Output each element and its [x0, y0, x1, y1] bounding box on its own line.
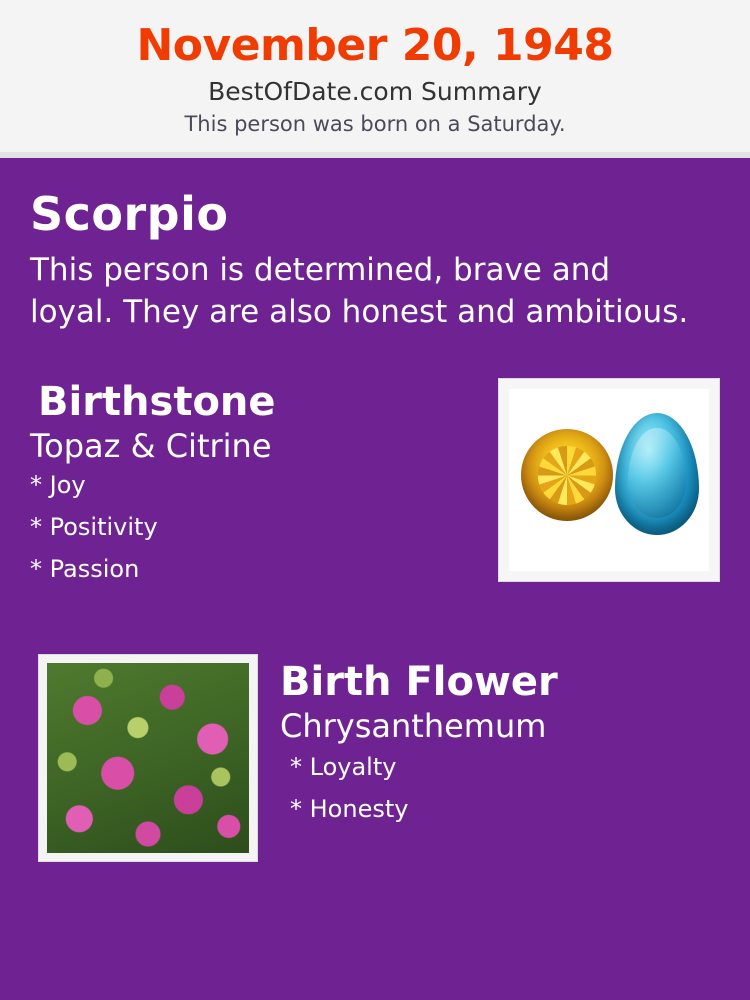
- birthstone-name: Topaz & Citrine: [30, 427, 272, 466]
- birth-flower-section: [30, 654, 720, 874]
- birth-flower-photo: [38, 654, 258, 862]
- birthstone-photo-inner: [509, 389, 709, 571]
- birth-flower-trait: * Honesty: [290, 795, 409, 824]
- birthstone-trait: * Joy: [30, 471, 86, 500]
- birth-flower-title: Birth Flower: [280, 659, 558, 706]
- birth-flower-name: Chrysanthemum: [280, 707, 547, 746]
- birthstone-trait: * Positivity: [30, 513, 158, 542]
- birthstone-section: [30, 380, 720, 610]
- birth-flower-photo-inner: [47, 663, 249, 853]
- birth-flower-trait: * Loyalty: [290, 753, 397, 782]
- zodiac-section: [30, 187, 720, 334]
- page-title: November 20, 1948: [136, 20, 614, 71]
- birthstone-trait: * Passion: [30, 555, 140, 584]
- citrine-gem-icon: [521, 429, 613, 521]
- birth-flower-text: [280, 654, 720, 824]
- birth-day-note: This person was born on a Saturday.: [184, 112, 566, 137]
- card-body: [0, 158, 750, 1000]
- zodiac-sign-name: Scorpio: [30, 187, 229, 242]
- birthstone-title: Birthstone: [38, 379, 276, 426]
- birthstone-text: [30, 379, 470, 584]
- topaz-gem-icon: [615, 413, 699, 535]
- site-summary-label: BestOfDate.com Summary: [208, 76, 542, 106]
- birthstone-photo: [498, 378, 720, 582]
- card-header: [0, 0, 750, 152]
- zodiac-description: This person is determined, brave and loyal. They are also honest and ambitious.: [30, 251, 689, 331]
